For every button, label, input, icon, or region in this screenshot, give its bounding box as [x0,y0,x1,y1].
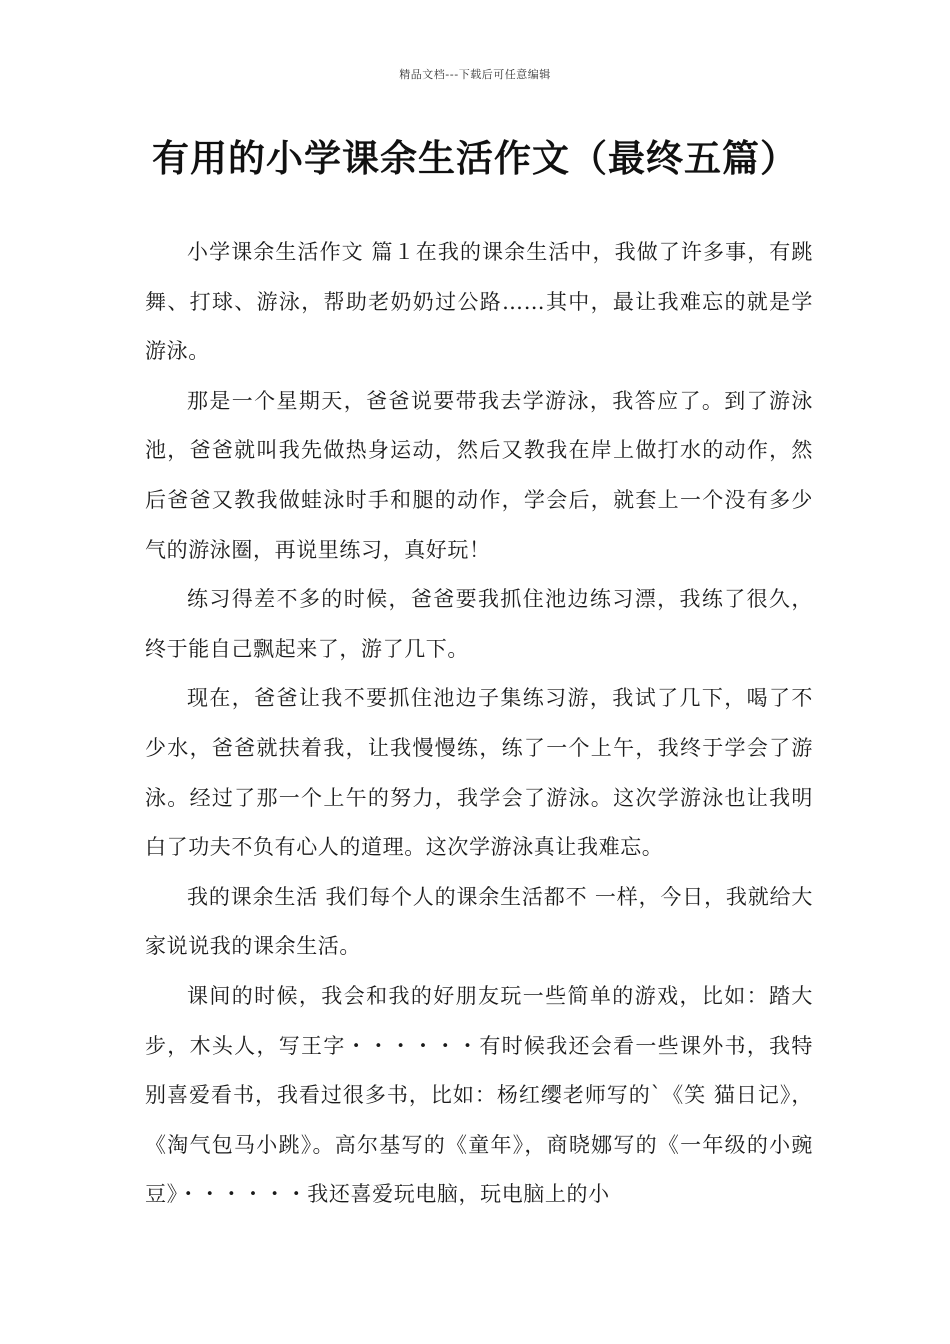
document-title: 有用的小学课余生活作文（最终五篇） [152,137,798,180]
paragraph: 练习得差不多的时候，爸爸要我抓住池边练习漂，我练了很久，终于能自己飘起来了，游了几下。 [145,587,813,661]
document-body [145,228,813,1220]
paragraph: 现在，爸爸让我不要抓住池边子集练习游，我试了几下，喝了不少水，爸爸就扶着我，让我慢慢练，练了一个上午，我终于学会了游泳。经过了那一个上午的努力，我学会了游泳。这次学游泳也让我明白了功夫不负有心人的道理。这次学游泳真让我难忘。 [145,686,813,860]
paragraph: 小学课余生活作文 篇１在我的课余生活中，我做了许多事，有跳舞、打球、游泳，帮助老奶奶过公路……其中，最让我难忘的就是学游泳。 [145,240,813,364]
page-header-note: 精品文档---下载后可任意编辑 [399,68,551,81]
paragraph: 那是一个星期天，爸爸说要带我去学游泳，我答应了。到了游泳池，爸爸就叫我先做热身运动，然后又教我在岸上做打水的动作，然后爸爸又教我做蛙泳时手和腿的动作，学会后，就套上一个没有多少气的游泳圈，再说里练习，真好玩！ [145,388,813,562]
paragraph: 我的课余生活 我们每个人的课余生活都不 一样，今日，我就给大家说说我的课余生活。 [145,884,813,959]
paragraph: 课间的时候，我会和我的好朋友玩一些简单的游戏，比如：踏大步，木头人，写王字・・・・・・有时候我还会看一些课外书，我特别喜爱看书，我看过很多书，比如：杨红缨老师写的`《笑 猫日记》，《淘气包马小跳》。高尔基写的《童年》，商晓娜写的《一年级的小豌豆》・・・・・・我还喜爱玩电脑，玩电脑上的小 [145,983,813,1207]
